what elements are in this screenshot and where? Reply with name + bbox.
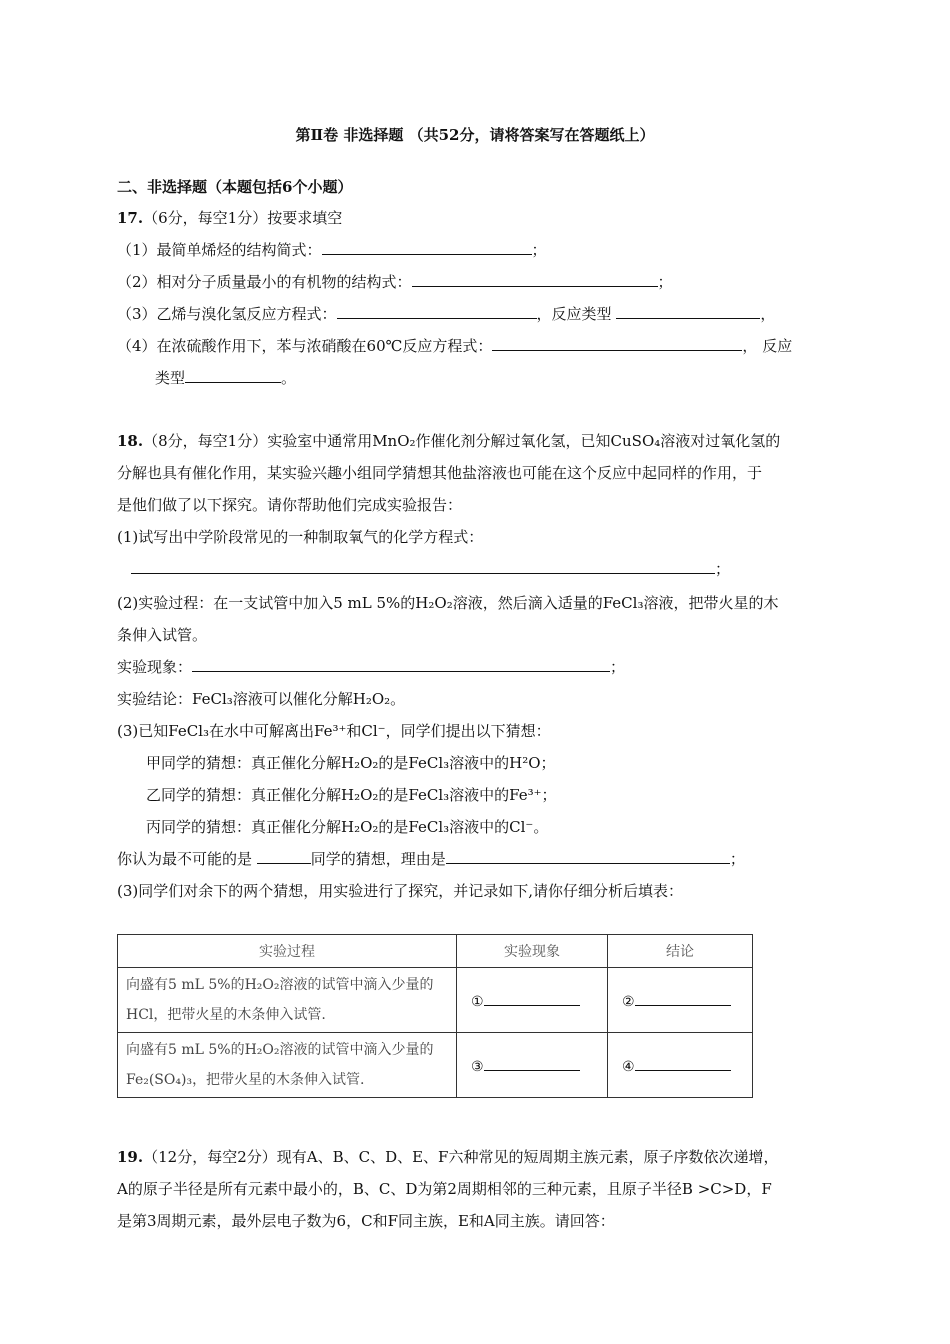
q17-item-3-mid: ，反应类型 — [536, 305, 612, 323]
q17-item-3 — [117, 303, 775, 324]
q17-item-1 — [117, 239, 547, 260]
table-header: 实验过程 — [118, 935, 457, 968]
q17-item-2-end: ； — [657, 273, 673, 291]
q19-text-1: （12分，每空2分）现有A、B、C、D、E、F六种常见的短周期主族元素，原子序数依次递增， — [143, 1148, 779, 1166]
q18-phen-label: 实验现象： — [117, 658, 193, 676]
q17-item-2-text: （2）相对分子质量最小的有机物的结构式： — [117, 273, 412, 291]
circled-number: ④ — [622, 1058, 635, 1075]
q18-least-a: 你认为最不可能的是 — [117, 850, 253, 868]
q18-line-3: 是他们做了以下探究。请你帮助他们完成实验报告： — [117, 496, 463, 514]
q18-part-3: (3)已知FeCl₃在水中可解离出Fe³⁺和Cl⁻，同学们提出以下猜想： — [117, 722, 551, 740]
table-row — [118, 968, 753, 1033]
q19-line-3: 是第3周期元素，最外层电子数为6，C和F同主族，E和A同主族。请回答： — [117, 1212, 615, 1230]
q17-number: 17. — [117, 209, 144, 227]
answer-blank[interactable] — [484, 991, 580, 1006]
table-cell-conclusion — [608, 968, 753, 1033]
experiment-table — [117, 934, 753, 1098]
answer-blank[interactable] — [131, 559, 715, 574]
q18-part-1-answer — [131, 558, 730, 579]
q17-head: （6分，每空1分）按要求填空 — [143, 209, 343, 227]
section-heading: 二、非选择题（本题包括6个小题） — [117, 178, 353, 196]
answer-blank[interactable] — [192, 657, 610, 672]
table-header-row — [118, 935, 753, 968]
q18-phenomenon — [117, 656, 625, 677]
q17-item-1-end: ； — [531, 241, 547, 259]
q19-number: 19. — [117, 1148, 144, 1166]
q19-line-2: A的原子半径是所有元素中最小的，B、C、D为第2周期相邻的三种元素，且原子半径B >C>D，F — [117, 1180, 772, 1198]
q19-line-1 — [117, 1146, 778, 1167]
q18-phen-end: ； — [610, 658, 626, 676]
q18-line-2: 分解也具有催化作用，某实验兴趣小组同学猜想其他盐溶液也可能在这个反应中起同样的作用，于 — [117, 464, 763, 482]
q18-conclusion: 实验结论：FeCl₃溶液可以催化分解H₂O₂。 — [117, 690, 406, 708]
q18-part-2b: 条伸入试管。 — [117, 626, 208, 644]
q18-guess-2: 乙同学的猜想：真正催化分解H₂O₂的是FeCl₃溶液中的Fe³⁺； — [146, 786, 557, 804]
q18-least-b: 同学的猜想，理由是 — [310, 850, 446, 868]
table-header: 实验现象 — [457, 935, 608, 968]
table-header: 结论 — [608, 935, 753, 968]
answer-blank[interactable] — [616, 304, 760, 319]
q18-guess-3: 丙同学的猜想：真正催化分解H₂O₂的是FeCl₃溶液中的Cl⁻。 — [146, 818, 549, 836]
q17-cont-end: 。 — [281, 369, 297, 387]
table-cell-phenomenon — [457, 1033, 608, 1098]
table-row — [118, 1033, 753, 1098]
q18-guess-1: 甲同学的猜想：真正催化分解H₂O₂的是FeCl₃溶液中的H²O； — [146, 754, 556, 772]
q18-least-likely — [117, 848, 745, 869]
answer-blank[interactable] — [484, 1056, 580, 1071]
answer-blank[interactable] — [322, 240, 532, 255]
q17-item-3-text: （3）乙烯与溴化氢反应方程式： — [117, 305, 337, 323]
q17-item-1-text: （1）最简单烯烃的结构简式： — [117, 241, 322, 259]
table-cell-process: 向盛有5 mL 5%的H₂O₂溶液的试管中滴入少量的Fe₂(SO₄)₃，把带火星的木条伸入试管. — [118, 1033, 457, 1098]
circled-number: ③ — [471, 1058, 484, 1075]
q17-item-3-end: ， — [760, 305, 776, 323]
q17-cont-text: 类型 — [155, 369, 186, 387]
q18-part-1: (1)试写出中学阶段常见的一种制取氧气的化学方程式： — [117, 528, 484, 546]
q18-part-2a: (2)实验过程：在一支试管中加入5 mL 5%的H₂O₂溶液，然后滴入适量的FeCl₃溶液，把带火星的木 — [117, 594, 779, 612]
answer-blank[interactable] — [635, 1056, 731, 1071]
q18-least-end: ； — [729, 850, 745, 868]
table-cell-conclusion — [608, 1033, 753, 1098]
section-title: 第Ⅱ卷 非选择题 （共52分，请将答案写在答题纸上） — [295, 126, 655, 144]
circled-number: ① — [471, 993, 484, 1010]
q17-item-4-cont — [155, 367, 296, 388]
circled-number: ② — [622, 993, 635, 1010]
answer-blank[interactable] — [446, 849, 730, 864]
q18-line-1 — [117, 430, 780, 451]
q18-part-1-end: ； — [715, 560, 731, 578]
answer-blank[interactable] — [257, 849, 311, 864]
q17-item-2 — [117, 271, 673, 292]
answer-blank[interactable] — [337, 304, 537, 319]
q18-part-4: (3)同学们对余下的两个猜想，用实验进行了探究，并记录如下,请你仔细分析后填表： — [117, 882, 684, 900]
q18-number: 18. — [117, 432, 144, 450]
answer-blank[interactable] — [412, 272, 658, 287]
q17-item-4-end: ， 反应 — [742, 337, 793, 355]
q17-item-4-text: （4）在浓硫酸作用下，苯与浓硝酸在60℃反应方程式： — [117, 337, 493, 355]
q17-item-4 — [117, 335, 792, 356]
table-cell-process: 向盛有5 mL 5%的H₂O₂溶液的试管中滴入少量的 HCl，把带火星的木条伸入试管. — [118, 968, 457, 1033]
answer-blank[interactable] — [492, 336, 742, 351]
answer-blank[interactable] — [635, 991, 731, 1006]
table-cell-phenomenon — [457, 968, 608, 1033]
answer-blank[interactable] — [185, 368, 281, 383]
q18-text-1: （8分，每空1分）实验室中通常用MnO₂作催化剂分解过氧化氢，已知CuSO₄溶液对过氧化氢的 — [143, 432, 781, 450]
q17-heading — [117, 207, 342, 228]
